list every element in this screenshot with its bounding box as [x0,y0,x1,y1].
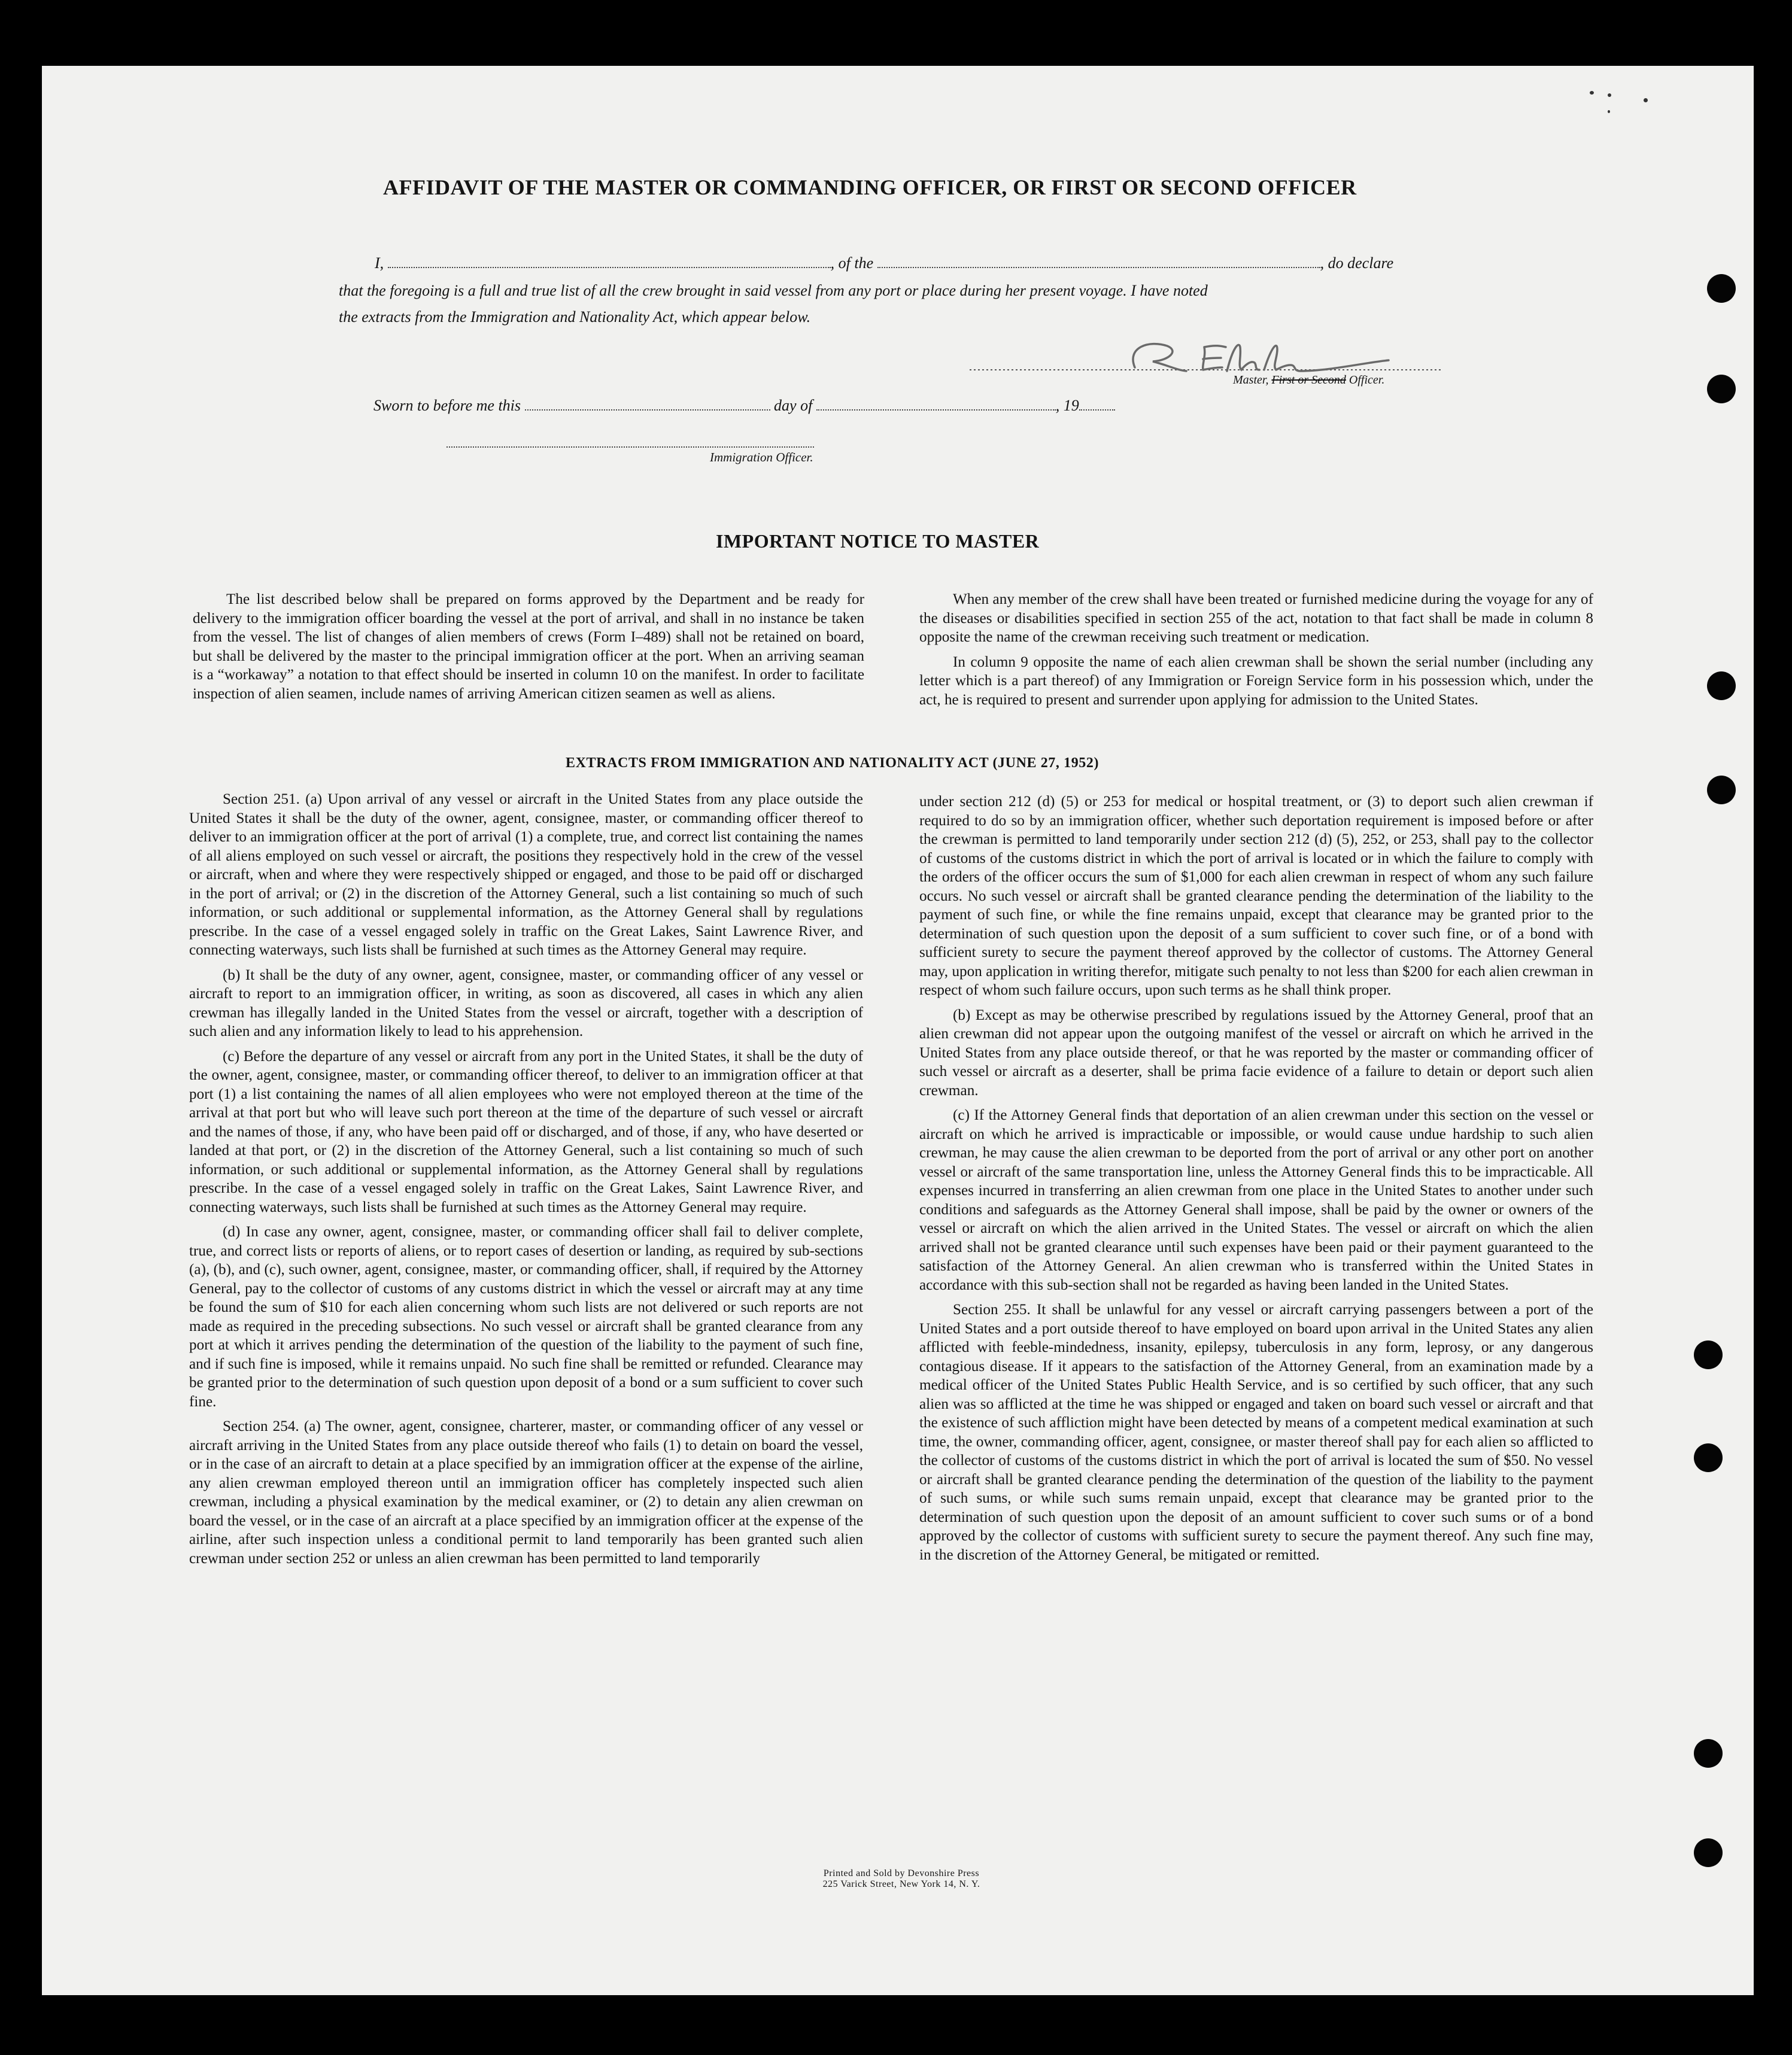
section-254-b: (b) Except as may be otherwise prescribed by regulations issued by the Attorney General, proof that an alien crewman did not appear upon the outgoing manifest of the vessel or aircraft on which he arrived in the United States from any place outside thereof, or that he was reported by the master or commanding officer of such vessel or aircraft as a deserter, shall be prima facie evidence of a failure to detain or deport such alien crewman. [919,1007,1593,1099]
section-251-d: (d) In case any owner, agent, consignee, master, or commanding officer shall fail to deliver complete, true, and correct lists or reports of aliens, or to report cases of desertion or landing, as required by sub-sections (a), (b), and (c), such owner, agent, consignee, master, or commanding officer, shall, if required by the Attorney General, pay to the collector of customs of any customs district in which the vessel or aircraft may at any time be found the sum of $10 for each alien concerning whom such lists are not delivered or such reports are not made as required in the preceding subsections. No such vessel or aircraft shall be granted clearance from any port at which it arrives pending the determination of the question of the liability to the payment of such fine, and if such fine is imposed, while it remains unpaid. No such fine shall be remitted or refunded. Clearance may be granted prior to the determination of such question upon deposit of a bond or a sum sufficient to cover such fine. [189,1224,863,1410]
section-251-b: (b) It shall be the duty of any owner, agent, consignee, master, or commanding officer of any vessel or aircraft to report to an immigration officer, in writing, as soon as discovered, all cases in which any alien crewman has illegally landed in the United States from the vessel or aircraft, together with a description of such alien and any information likely to lead to his apprehension. [189,966,863,1039]
immigration-officer-signature-line[interactable] [447,446,814,448]
sworn-month-blank[interactable] [816,409,1056,411]
extracts-heading: EXTRACTS FROM IMMIGRATION AND NATIONALITY ACT (JUNE 27, 1952) [566,755,1100,771]
sworn-label: Sworn to before me this [373,397,521,414]
notice-right-paragraph-1: When any member of the crew shall have been treated or furnished medicine during the voyage for any of the diseases or disabilities specified in section 255 of the act, notation to that fact shall be made in column 8 opposite the name of the crewman receiving such treatment or medication. [919,591,1593,645]
do-declare-label: , do declare [1320,254,1394,272]
immigration-officer-label: Immigration Officer. [710,450,813,464]
struck-first-or-second: First or Second [1271,373,1346,387]
affidavit-body-line-1: that the foregoing is a full and true list of all the crew brought in said vessel from any port or place during her present voyage. I have noted [339,282,1208,299]
punch-hole [1694,1838,1723,1867]
punch-hole [1694,1739,1723,1768]
section-255: Section 255. It shall be unlawful for any vessel or aircraft carrying passengers between a port of the United States and a port outside thereof to have employed on board upon arrival in the United States any alien afflicted with feeble-mindedness, insanity, epilepsy, tuberculosis in any form, leprosy, or any dangerous contagious disease. If it appears to the satisfaction of the Attorney General, from an examination made by a medical officer of the United States Public Health Service, and is so certified by such officer, that any such alien was so afflicted at the time he was shipped or engaged and taken on board such vessel or aircraft and that the existence of such affliction might have been detected by means of a competent medical examination at such time, the owner, commanding officer, agent, consignee, or master thereof shall pay for each alien so afflicted to the collector of customs of the customs district in which the port of arrival is located the sum of $50. No vessel or aircraft shall be granted clearance pending the determination of the question of the liability to the payment of such sums, or while such sums remain unpaid, except that clearance may be granted prior to the determination of such question upon the deposit of an amount sufficient to cover such sums or of a bond approved by the collector of customs with sufficient surety to secure the payment thereof. Any such fine may, in the discretion of the Attorney General, be mitigated or remitted. [919,1302,1593,1563]
section-254-a-continued: under section 212 (d) (5) or 253 for medical or hospital treatment, or (3) to deport such alien crewman if required to do so by an immigration officer, whether such deportation requirement is imposed before or after the crewman is permitted to land temporarily under section 212 (d) (5), 252, or 253, shall pay to the collector of customs of the customs district in which the port of arrival is located or in which the failure to comply with the orders of the officer occurs the sum of $1,000 for each alien crewman in respect of whom any such failure occurs. No such vessel or aircraft shall be granted clearance pending the determination of the liability to the payment of such fine, or while the fine remains unpaid, except that clearance may be granted prior to the determination of such question upon the deposit of a sum sufficient to cover such fine, or of a bond with sufficient surety to secure the payment thereof approved by the collector of customs. The Attorney General may, upon application in writing therefor, mitigate such penalty to not less than $200 for each alien crewman in respect of whom such failure occurs, upon such terms as he shall think proper. [919,794,1593,998]
sworn-line [373,393,1211,419]
extracts-left-column [189,790,863,1568]
name-blank[interactable] [388,267,831,268]
affidavit-declaration-line [375,250,1452,276]
year-label: , 19 [1055,397,1079,414]
speck [1590,91,1594,95]
vessel-blank[interactable] [877,267,1320,268]
notice-left-column [193,590,864,703]
notice-right-paragraph-2: In column 9 opposite the name of each alien crewman shall be shown the serial number (including any letter which is a part thereof) of any Immigration or Foreign Service form in his possession which, under the act, he is required to present and surrender upon applying for admission to the United States. [919,653,1593,708]
punch-hole [1694,1443,1723,1472]
speck [1608,93,1611,97]
of-the-label: , of the [830,254,874,272]
sworn-day-blank[interactable] [525,409,770,411]
day-of-label: day of [774,397,813,414]
printer-imprint [794,1868,1009,1890]
section-254-a: Section 254. (a) The owner, agent, consignee, charterer, master, or commanding officer of any vessel or aircraft arriving in the United States from any place outside thereof who fails (1) to detain on board the vessel, or in the case of an aircraft to detain at a place specified by an immigration officer at the expense of the airline, any alien crewman employed thereon until an immigration officer has completely inspected such alien crewman, including a physical examination by the medical examiner, or (2) to detain any alien crewman on board the vessel, or in the case of an aircraft at a place specified by an immigration officer at the expense of the airline, after such inspection unless a conditional permit to land temporarily has been granted such alien crewman under section 252 or unless an alien crewman has been permitted to land temporarily [189,1418,863,1567]
affidavit-title: AFFIDAVIT OF THE MASTER OR COMMANDING OFFICER, OR FIRST OR SECOND OFFICER [383,175,1357,199]
printer-line-2: 225 Varick Street, New York 14, N. Y. [822,1879,980,1889]
notice-left-paragraph: The list described below shall be prepared on forms approved by the Department and be ready for delivery to the immigration officer boarding the vessel at the port of arrival, and shall in no instance be taken from the vessel. The list of changes of alien members of crews (Form I–489) shall not be retained on board, but shall be delivered by the master to the principal immigration officer at the port. When an arriving seaman is a “workaway” a notation to that effect should be inserted in column 10 on the manifest. In order to facilitate inspection of alien seamen, include names of arriving American citizen seamen as well as aliens. [193,591,864,702]
section-251-c: (c) Before the departure of any vessel or aircraft from any port in the United States, it shall be the duty of the owner, agent, consignee, master, or commanding officer thereof, to deliver to an immigration officer at that port (1) a list containing the names of all alien employees who were not employed thereon at the time of the arrival at that port but who will leave such port thereon at the time of the departure of such vessel or aircraft and the names of those, if any, who have been paid off or discharged, and of those, if any, who have deserted or landed at that port, or (2) in the discretion of the Attorney General, such a list containing so much of such information, or such additional or supplemental information, as the Attorney General shall by regulations prescribe. In the case of a vessel engaged solely in traffic on the Great Lakes, Saint Lawrence River, and connecting waterways, such lists shall be furnished at such times as the Attorney General may require. [189,1048,863,1215]
punch-hole [1707,375,1736,403]
punch-hole [1707,274,1736,303]
i-label: I, [375,254,384,272]
affidavit-body [339,278,1452,330]
punch-hole [1707,671,1736,700]
notice-right-column [919,590,1593,709]
section-254-c: (c) If the Attorney General finds that deportation of an alien crewman under this section on the vessel or aircraft on which he arrived is impracticable or impossible, or would cause undue hardship to such alien crewman, he may cause the alien crewman to be deported from the port of arrival or any other port on another vessel or aircraft of the same transportation line, unless the Attorney General finds this to be impracticable. All expenses incurred in transferring an alien crewman from one place in the United States to another under such conditions and safeguards as the Attorney General shall impose, shall be paid by the owner or owners of the vessel or aircraft on which the alien arrived in the United States. The vessel or aircraft on which the alien arrived shall not be granted clearance until such expenses have been paid or their payment guaranteed to the satisfaction of the Attorney General. An alien crewman who is transferred within the United States in accordance with this sub-section shall not be regarded as having been landed in the United States. [919,1107,1593,1293]
master-officer-label: Master, First or Second Officer. [1233,373,1385,387]
punch-hole [1707,776,1736,804]
notice-heading: IMPORTANT NOTICE TO MASTER [716,530,1040,552]
punch-hole [1694,1340,1723,1369]
sworn-year-blank[interactable] [1079,409,1115,411]
extracts-right-column [919,792,1593,1564]
speck [1644,98,1648,102]
affidavit-body-line-2: the extracts from the Immigration and Nationality Act, which appear below. [339,308,811,326]
speck [1608,110,1610,113]
printer-line-1: Printed and Sold by Devonshire Press [823,1868,980,1878]
section-251-a: Section 251. (a) Upon arrival of any vessel or aircraft in the United States from any place outside the United States it shall be the duty of the owner, agent, consignee, master, or commanding officer thereof to deliver to an immigration officer at the port of arrival (1) a complete, true, and correct list containing the names of all aliens employed on such vessel or aircraft, the positions they respectively hold in the crew of the vessel or aircraft, when and where they were respectively shipped or engaged, and those to be paid off or discharged in the port of arrival; or (2) in the discretion of the Attorney General, such a list containing so much of such information, or such additional or supplemental information, as the Attorney General shall by regulations prescribe. In the case of a vessel engaged solely in traffic on the Great Lakes, Saint Lawrence River, and connecting waterways, such lists shall be furnished at such times as the Attorney General may require. [189,791,863,958]
